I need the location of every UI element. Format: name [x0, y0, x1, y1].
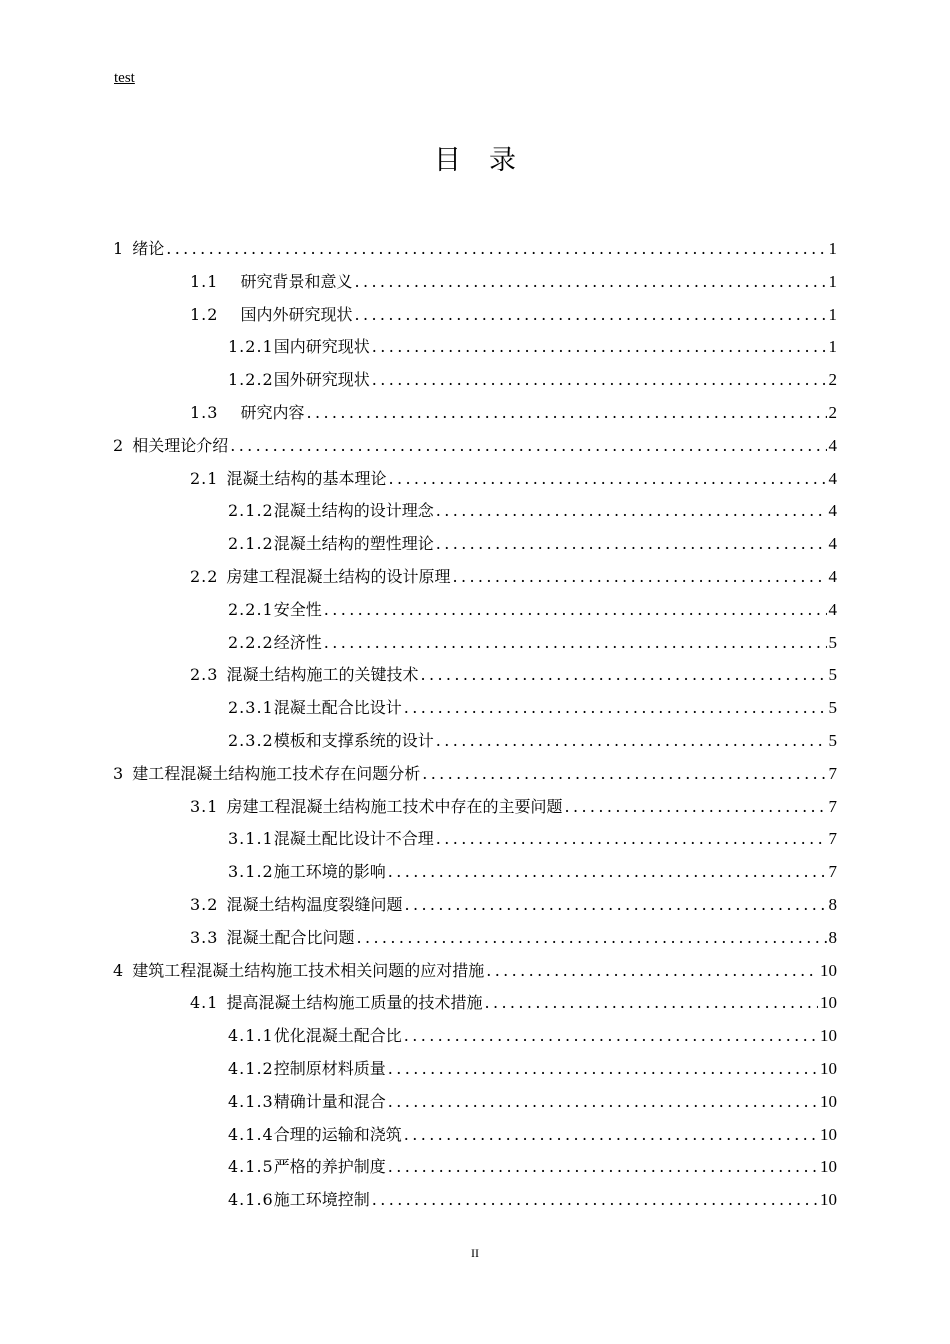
toc-leader-dots	[356, 922, 826, 955]
toc-entry-number: 1.2.1	[228, 337, 274, 357]
toc-entry-title: 研究内容	[240, 402, 305, 422]
toc-leader-dots	[422, 758, 826, 791]
toc-entry-title: 建筑工程混凝土结构施工技术相关问题的应对措施	[132, 960, 485, 980]
toc-entry[interactable]	[113, 791, 837, 824]
toc-entry[interactable]	[113, 594, 837, 627]
toc-entry-number: 1.3	[190, 402, 219, 422]
toc-entry-number: 4.1	[190, 993, 219, 1013]
toc-entry-title: 优化混凝土配合比	[273, 1026, 402, 1046]
toc-entry-page: 10	[820, 1190, 837, 1210]
toc-entry-number: 2.3.2	[228, 730, 274, 750]
toc-entry[interactable]	[113, 955, 837, 988]
toc-entry-page: 10	[820, 1058, 837, 1078]
toc-entry[interactable]	[113, 1184, 837, 1217]
toc-entry-number: 4.1.5	[228, 1157, 274, 1177]
toc-entry[interactable]	[113, 299, 837, 332]
toc-entry-page: 5	[828, 632, 837, 652]
toc-leader-dots	[306, 397, 826, 430]
toc-entry-title: 房建工程混凝土结构的设计原理	[226, 566, 451, 586]
toc-entry-page: 7	[828, 796, 837, 816]
toc-entry-number: 4	[113, 960, 125, 980]
toc-entry[interactable]	[113, 397, 837, 430]
toc-entry-number: 1.2	[190, 304, 219, 324]
toc-entry[interactable]	[113, 1119, 837, 1152]
toc-leader-dots	[404, 1119, 818, 1152]
toc-entry-page: 5	[828, 730, 837, 750]
toc-entry-number: 1	[113, 239, 125, 258]
toc-entry-title: 相关理论介绍	[132, 435, 229, 455]
toc-leader-dots	[564, 791, 826, 824]
toc-entry[interactable]	[113, 430, 837, 463]
toc-leader-dots	[388, 856, 827, 889]
toc-entry-number: 2.1.2	[228, 534, 274, 554]
toc-entry-number: 1.2.2	[228, 370, 274, 390]
toc-entry-number: 4.1.1	[228, 1026, 274, 1046]
toc-entry[interactable]	[113, 331, 837, 364]
toc-entry-number: 2.3.1	[228, 698, 274, 718]
toc-entry-page: 10	[820, 1124, 837, 1144]
toc-entry-page: 4	[828, 435, 837, 455]
toc-entry-number: 2.2.2	[228, 632, 274, 652]
toc-entry[interactable]	[113, 659, 837, 692]
toc-entry[interactable]	[113, 528, 837, 561]
toc-entry[interactable]	[113, 856, 837, 889]
toc-entry-number: 2.1	[190, 468, 219, 488]
toc-entry-title: 精确计量和混合	[273, 1091, 386, 1111]
toc-leader-dots	[404, 1020, 818, 1053]
toc-entry-number: 3.1.1	[228, 829, 274, 849]
toc-leader-dots	[372, 331, 827, 364]
toc-leader-dots	[324, 594, 827, 627]
toc-entry[interactable]	[113, 725, 837, 758]
toc-entry-number: 3.1	[190, 796, 219, 816]
footer-page-number: II	[471, 1246, 479, 1260]
header-label: test	[114, 70, 135, 86]
toc-entry-page: 5	[828, 665, 837, 685]
toc-leader-dots	[436, 725, 827, 758]
toc-leader-dots	[372, 1184, 818, 1217]
toc-entry-title: 研究背景和意义	[240, 271, 353, 291]
toc-entry[interactable]	[113, 1151, 837, 1184]
toc-entry-page: 1	[828, 304, 837, 324]
table-of-contents	[113, 233, 837, 1217]
toc-entry-title: 施工环境的影响	[273, 862, 386, 882]
toc-entry-number: 2.1.2	[228, 501, 274, 521]
toc-entry-page: 1	[828, 337, 837, 357]
toc-entry-title: 模板和支撑系统的设计	[273, 730, 434, 750]
toc-leader-dots	[404, 692, 827, 725]
toc-entry-number: 1.1	[190, 271, 219, 291]
toc-entry-title: 混凝土结构的塑性理论	[273, 534, 434, 554]
toc-entry-page: 8	[828, 927, 837, 947]
toc-entry[interactable]	[113, 1086, 837, 1119]
toc-entry[interactable]	[113, 758, 837, 791]
page-title: 目录	[434, 145, 544, 176]
toc-entry-page: 1	[828, 239, 837, 258]
toc-entry-title: 国外研究现状	[273, 370, 370, 390]
toc-entry[interactable]	[113, 1053, 837, 1086]
toc-entry-page: 7	[828, 763, 837, 783]
toc-leader-dots	[388, 463, 826, 496]
toc-entry-page: 4	[828, 468, 837, 488]
toc-entry[interactable]	[113, 823, 837, 856]
toc-entry-title: 混凝土结构温度裂缝问题	[226, 894, 403, 914]
toc-leader-dots	[388, 1086, 818, 1119]
toc-entry[interactable]	[113, 463, 837, 496]
toc-leader-dots	[420, 659, 826, 692]
toc-entry-title: 混凝土结构的基本理论	[226, 468, 387, 488]
toc-entry-number: 4.1.2	[228, 1058, 274, 1078]
toc-entry-number: 2.2.1	[228, 599, 274, 619]
toc-entry[interactable]	[113, 1020, 837, 1053]
toc-leader-dots	[436, 528, 827, 561]
toc-entry[interactable]	[113, 266, 837, 299]
toc-entry-title: 国内研究现状	[273, 337, 370, 357]
toc-entry-title: 国内外研究现状	[240, 304, 353, 324]
toc-leader-dots	[484, 987, 818, 1020]
toc-leader-dots	[436, 495, 827, 528]
toc-entry[interactable]	[113, 561, 837, 594]
toc-entry-number: 2.3	[190, 665, 219, 685]
toc-entry-page: 8	[828, 894, 837, 914]
toc-entry-title: 混凝土配比设计不合理	[273, 829, 434, 849]
toc-entry-title: 施工环境控制	[273, 1190, 370, 1210]
toc-entry-title: 安全性	[273, 599, 322, 619]
toc-leader-dots	[354, 299, 826, 332]
toc-entry-number: 4.1.3	[228, 1091, 274, 1111]
toc-entry-number: 3.2	[190, 894, 219, 914]
toc-entry-title: 绪论	[132, 239, 165, 258]
toc-entry-title: 混凝土配合比设计	[273, 698, 402, 718]
toc-entry[interactable]	[113, 922, 837, 955]
toc-entry-page: 10	[820, 1157, 837, 1177]
toc-entry-page: 7	[828, 829, 837, 849]
toc-entry[interactable]	[113, 627, 837, 660]
toc-entry-page: 2	[828, 370, 837, 390]
toc-leader-dots	[354, 266, 826, 299]
toc-entry-number: 3.1.2	[228, 862, 274, 882]
toc-entry-number: 2	[113, 435, 125, 455]
toc-entry-page: 1	[828, 271, 837, 291]
toc-entry-number: 4.1.4	[228, 1124, 274, 1144]
toc-entry-page: 7	[828, 862, 837, 882]
toc-entry-title: 混凝土结构的设计理念	[273, 501, 434, 521]
toc-entry-title: 严格的养护制度	[273, 1157, 386, 1177]
toc-leader-dots	[436, 823, 827, 856]
toc-entry-title: 建工程混凝土结构施工技术存在问题分析	[132, 763, 421, 783]
toc-entry[interactable]	[113, 495, 837, 528]
toc-entry-title: 合理的运输和浇筑	[273, 1124, 402, 1144]
toc-leader-dots	[486, 955, 818, 988]
toc-entry[interactable]	[113, 233, 837, 266]
toc-entry-page: 5	[828, 698, 837, 718]
toc-entry-title: 控制原材料质量	[273, 1058, 386, 1078]
toc-leader-dots	[166, 233, 826, 266]
toc-entry-page: 4	[828, 599, 837, 619]
toc-entry-number: 3.3	[190, 927, 219, 947]
toc-entry[interactable]	[113, 987, 837, 1020]
toc-leader-dots	[230, 430, 826, 463]
toc-entry[interactable]	[113, 889, 837, 922]
toc-entry-title: 提高混凝土结构施工质量的技术措施	[226, 993, 483, 1013]
toc-entry-page: 2	[828, 402, 837, 422]
toc-leader-dots	[388, 1053, 818, 1086]
toc-entry-title: 混凝土配合比问题	[226, 927, 355, 947]
toc-entry-page: 10	[820, 993, 837, 1013]
toc-entry-page: 4	[828, 501, 837, 521]
toc-entry-page: 4	[828, 534, 837, 554]
toc-leader-dots	[452, 561, 826, 594]
toc-entry-page: 4	[828, 566, 837, 586]
toc-entry-number: 3	[113, 763, 125, 783]
toc-leader-dots	[388, 1151, 818, 1184]
toc-entry-page: 10	[820, 1026, 837, 1046]
toc-entry[interactable]	[113, 364, 837, 397]
toc-entry-page: 10	[820, 960, 837, 980]
toc-entry-page: 10	[820, 1091, 837, 1111]
toc-entry-number: 2.2	[190, 566, 219, 586]
toc-entry-number: 4.1.6	[228, 1190, 274, 1210]
toc-leader-dots	[372, 364, 827, 397]
toc-entry[interactable]	[113, 692, 837, 725]
toc-leader-dots	[324, 627, 827, 660]
toc-leader-dots	[404, 889, 826, 922]
toc-entry-title: 房建工程混凝土结构施工技术中存在的主要问题	[226, 796, 563, 816]
toc-entry-title: 经济性	[273, 632, 322, 652]
toc-entry-title: 混凝土结构施工的关键技术	[226, 665, 419, 685]
